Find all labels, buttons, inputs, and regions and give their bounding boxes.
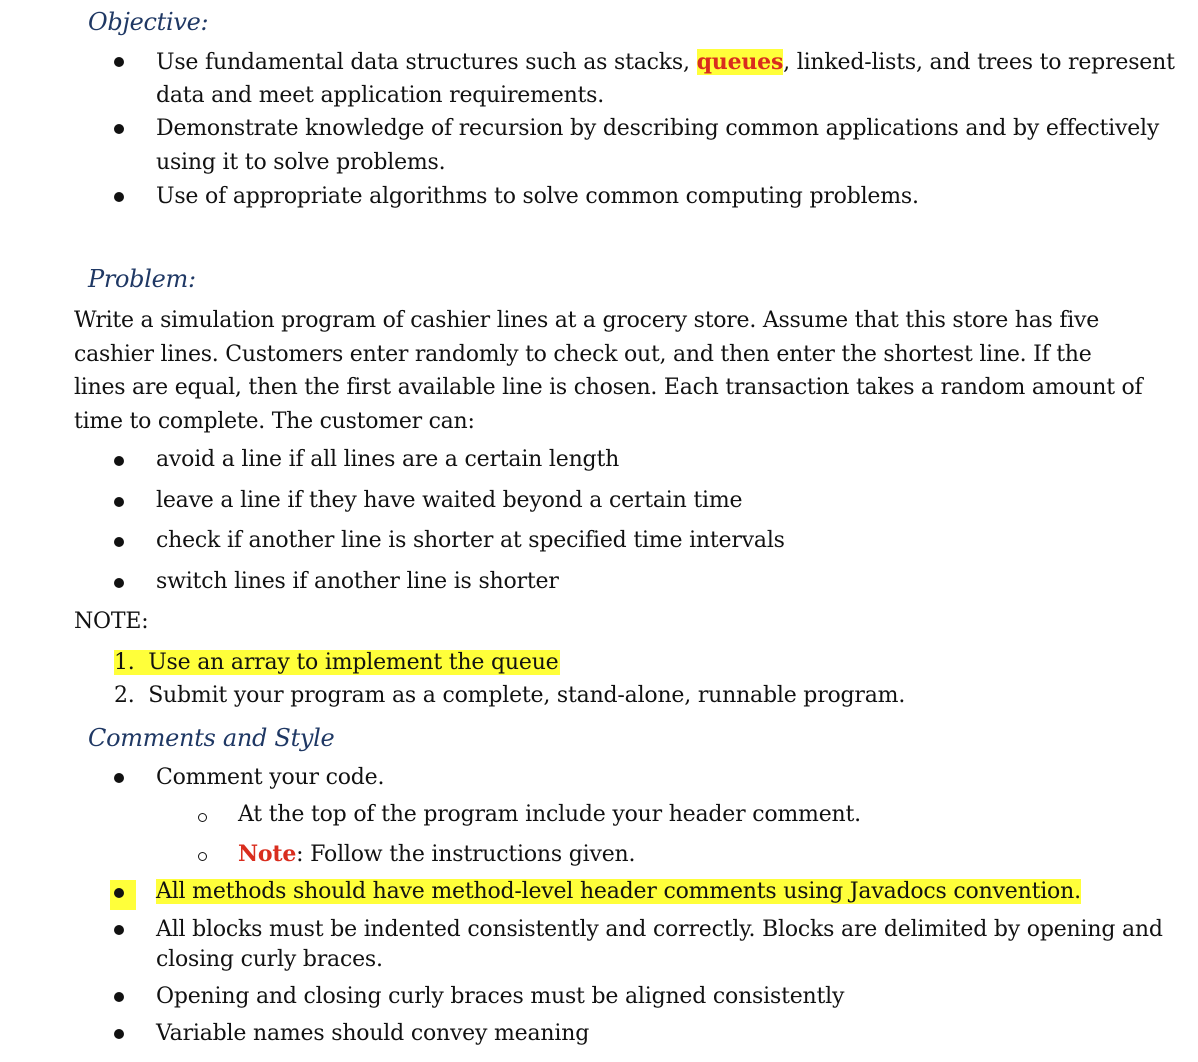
bullet-icon (114, 925, 124, 935)
style-item-1: Comment your code. (156, 765, 385, 790)
problem-paragraph: Write a simulation program of cashier lines at a grocery store. Assume that this store has five cashier lines. Customers enter randomly to check out, and then enter the shortest line. If the lines are equal, then the first available line is chosen. Each transaction takes a random amount of time to complete. The customer can: (74, 308, 1143, 434)
style-subitem-2: Note: Follow the instructions given. (238, 841, 636, 867)
bullet-icon (114, 888, 124, 898)
problem-item-3: check if another line is shorter at specified time intervals (156, 528, 785, 553)
note-item-1: 1. Use an array to implement the queue (114, 650, 559, 675)
bullet-icon (114, 1029, 124, 1039)
style-item-3-line-1: All blocks must be indented consistently and correctly. Blocks are delimited by opening and (156, 917, 1163, 942)
objective-item-2-line-1: Demonstrate knowledge of recursion by describing common applications and by effectively (156, 116, 1160, 141)
bullet-icon (114, 57, 124, 67)
problem-item-4: switch lines if another line is shorter (156, 569, 559, 594)
bullet-icon (114, 537, 124, 547)
queues-highlight: queues (696, 49, 784, 75)
objective-item-1-line-2: data and meet application requirements. (156, 83, 605, 108)
style-item-5: Variable names should convey meaning (156, 1021, 590, 1046)
bullet-icon (114, 456, 124, 466)
problem-item-1: avoid a line if all lines are a certain length (156, 447, 620, 472)
bullet-icon (114, 124, 124, 134)
style-item-4: Opening and closing curly braces must be aligned consistently (156, 984, 845, 1009)
problem-item-2: leave a line if they have waited beyond a certain time (156, 488, 743, 513)
bullet-icon (114, 192, 124, 202)
note-item-2: 2. Submit your program as a complete, stand-alone, runnable program. (114, 683, 906, 708)
circle-bullet-icon (198, 813, 207, 822)
objective-item-3: Use of appropriate algorithms to solve common computing problems. (156, 184, 919, 209)
style-item-2: All methods should have method-level header comments using Javadocs convention. (156, 879, 1081, 904)
bullet-icon (114, 773, 124, 783)
objective-item-2-line-2: using it to solve problems. (156, 150, 446, 175)
bullet-icon (114, 497, 124, 507)
bullet-icon (114, 578, 124, 588)
objective-item-1-line-1: Use fundamental data structures such as stacks, queues, linked-lists, and trees to represent (156, 49, 1175, 75)
circle-bullet-icon (198, 852, 207, 861)
objective-heading: Objective: (88, 8, 209, 36)
style-subitem-1: At the top of the program include your header comment. (238, 802, 861, 827)
note-label: NOTE: (74, 609, 149, 634)
style-item-3-line-2: closing curly braces. (156, 947, 383, 972)
problem-heading: Problem: (88, 265, 196, 293)
bullet-icon (114, 992, 124, 1002)
comments-style-heading: Comments and Style (88, 724, 335, 752)
